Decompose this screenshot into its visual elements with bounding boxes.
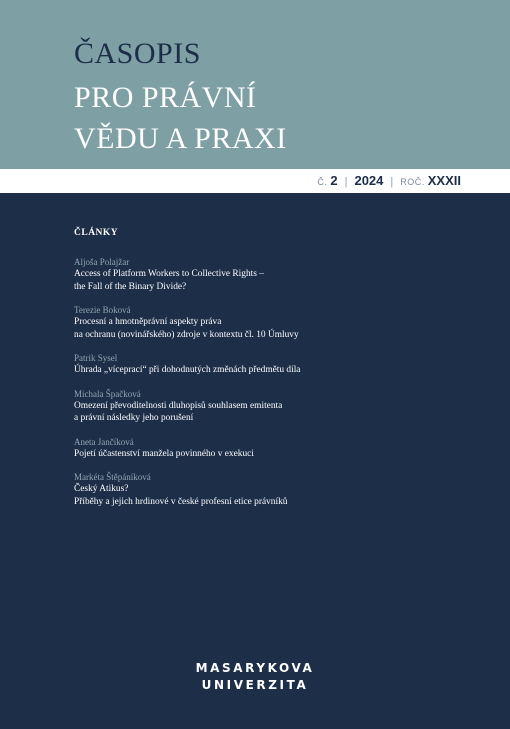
publisher-logo-line-2: UNIVERZITA [201, 678, 309, 692]
article-entry[interactable] [74, 304, 474, 341]
article-author: Aneta Jančíková [74, 436, 134, 447]
issue-volume-label: ROČ. [400, 177, 425, 187]
article-entry[interactable] [74, 352, 474, 377]
article-title-line: Access of Platform Workers to Collective Rights – [74, 269, 264, 279]
journal-title-line-3: VĚDU A PRAXI [74, 122, 287, 155]
article-title-line: Český Atikus? [74, 484, 129, 494]
article-author: Aljoša Polajžar [74, 257, 130, 267]
table-of-contents [74, 228, 474, 519]
article-title-line: Úhrada „víceprací“ při dohodnutých změnách předmětu díla [74, 365, 301, 375]
issue-info [317, 173, 461, 188]
issue-year: 2024 [354, 173, 384, 188]
article-author: Markéta Štěpáníková [74, 472, 151, 482]
article-title-line: the Fall of the Binary Divide? [74, 281, 187, 292]
issue-number-label: Č. [317, 177, 328, 187]
title-band [0, 0, 510, 169]
issue-separator: | [344, 176, 348, 188]
article-title-line: Omezení převoditelnosti dluhopisů souhlasem emitenta [74, 400, 283, 411]
issue-strip [0, 169, 510, 193]
article-entry[interactable] [74, 436, 474, 461]
article-title-line: Příběhy a jejich hrdinové v české profesní etice právníků [74, 496, 288, 507]
article-author: Terezie Boková [74, 305, 131, 315]
article-author: Michala Špačková [74, 388, 141, 399]
article-title-line: a právní následky jeho porušení [74, 413, 194, 423]
journal-title-line-2: PRO PRÁVNÍ [74, 81, 257, 114]
article-title-line: Pojetí účastenství manžela povinného v exekuci [74, 448, 254, 459]
publisher-logo-line-1: MASARYKOVA [195, 661, 315, 675]
article-author: Patrik Sysel [74, 353, 118, 363]
journal-title-line-1: ČASOPIS [74, 37, 201, 70]
section-heading: ČLÁNKY [74, 228, 119, 238]
article-title-line: Procesní a hmotněprávní aspekty práva [74, 317, 222, 327]
issue-number: 2 [330, 173, 338, 188]
article-entry[interactable] [74, 256, 474, 293]
article-entry[interactable] [74, 388, 474, 425]
article-entry[interactable] [74, 471, 474, 508]
issue-separator: | [390, 176, 394, 188]
issue-volume: XXXII [427, 173, 461, 188]
article-title-line: na ochranu (novinářského) zdroje v kontextu čl. 10 Úmluvy [74, 329, 299, 340]
